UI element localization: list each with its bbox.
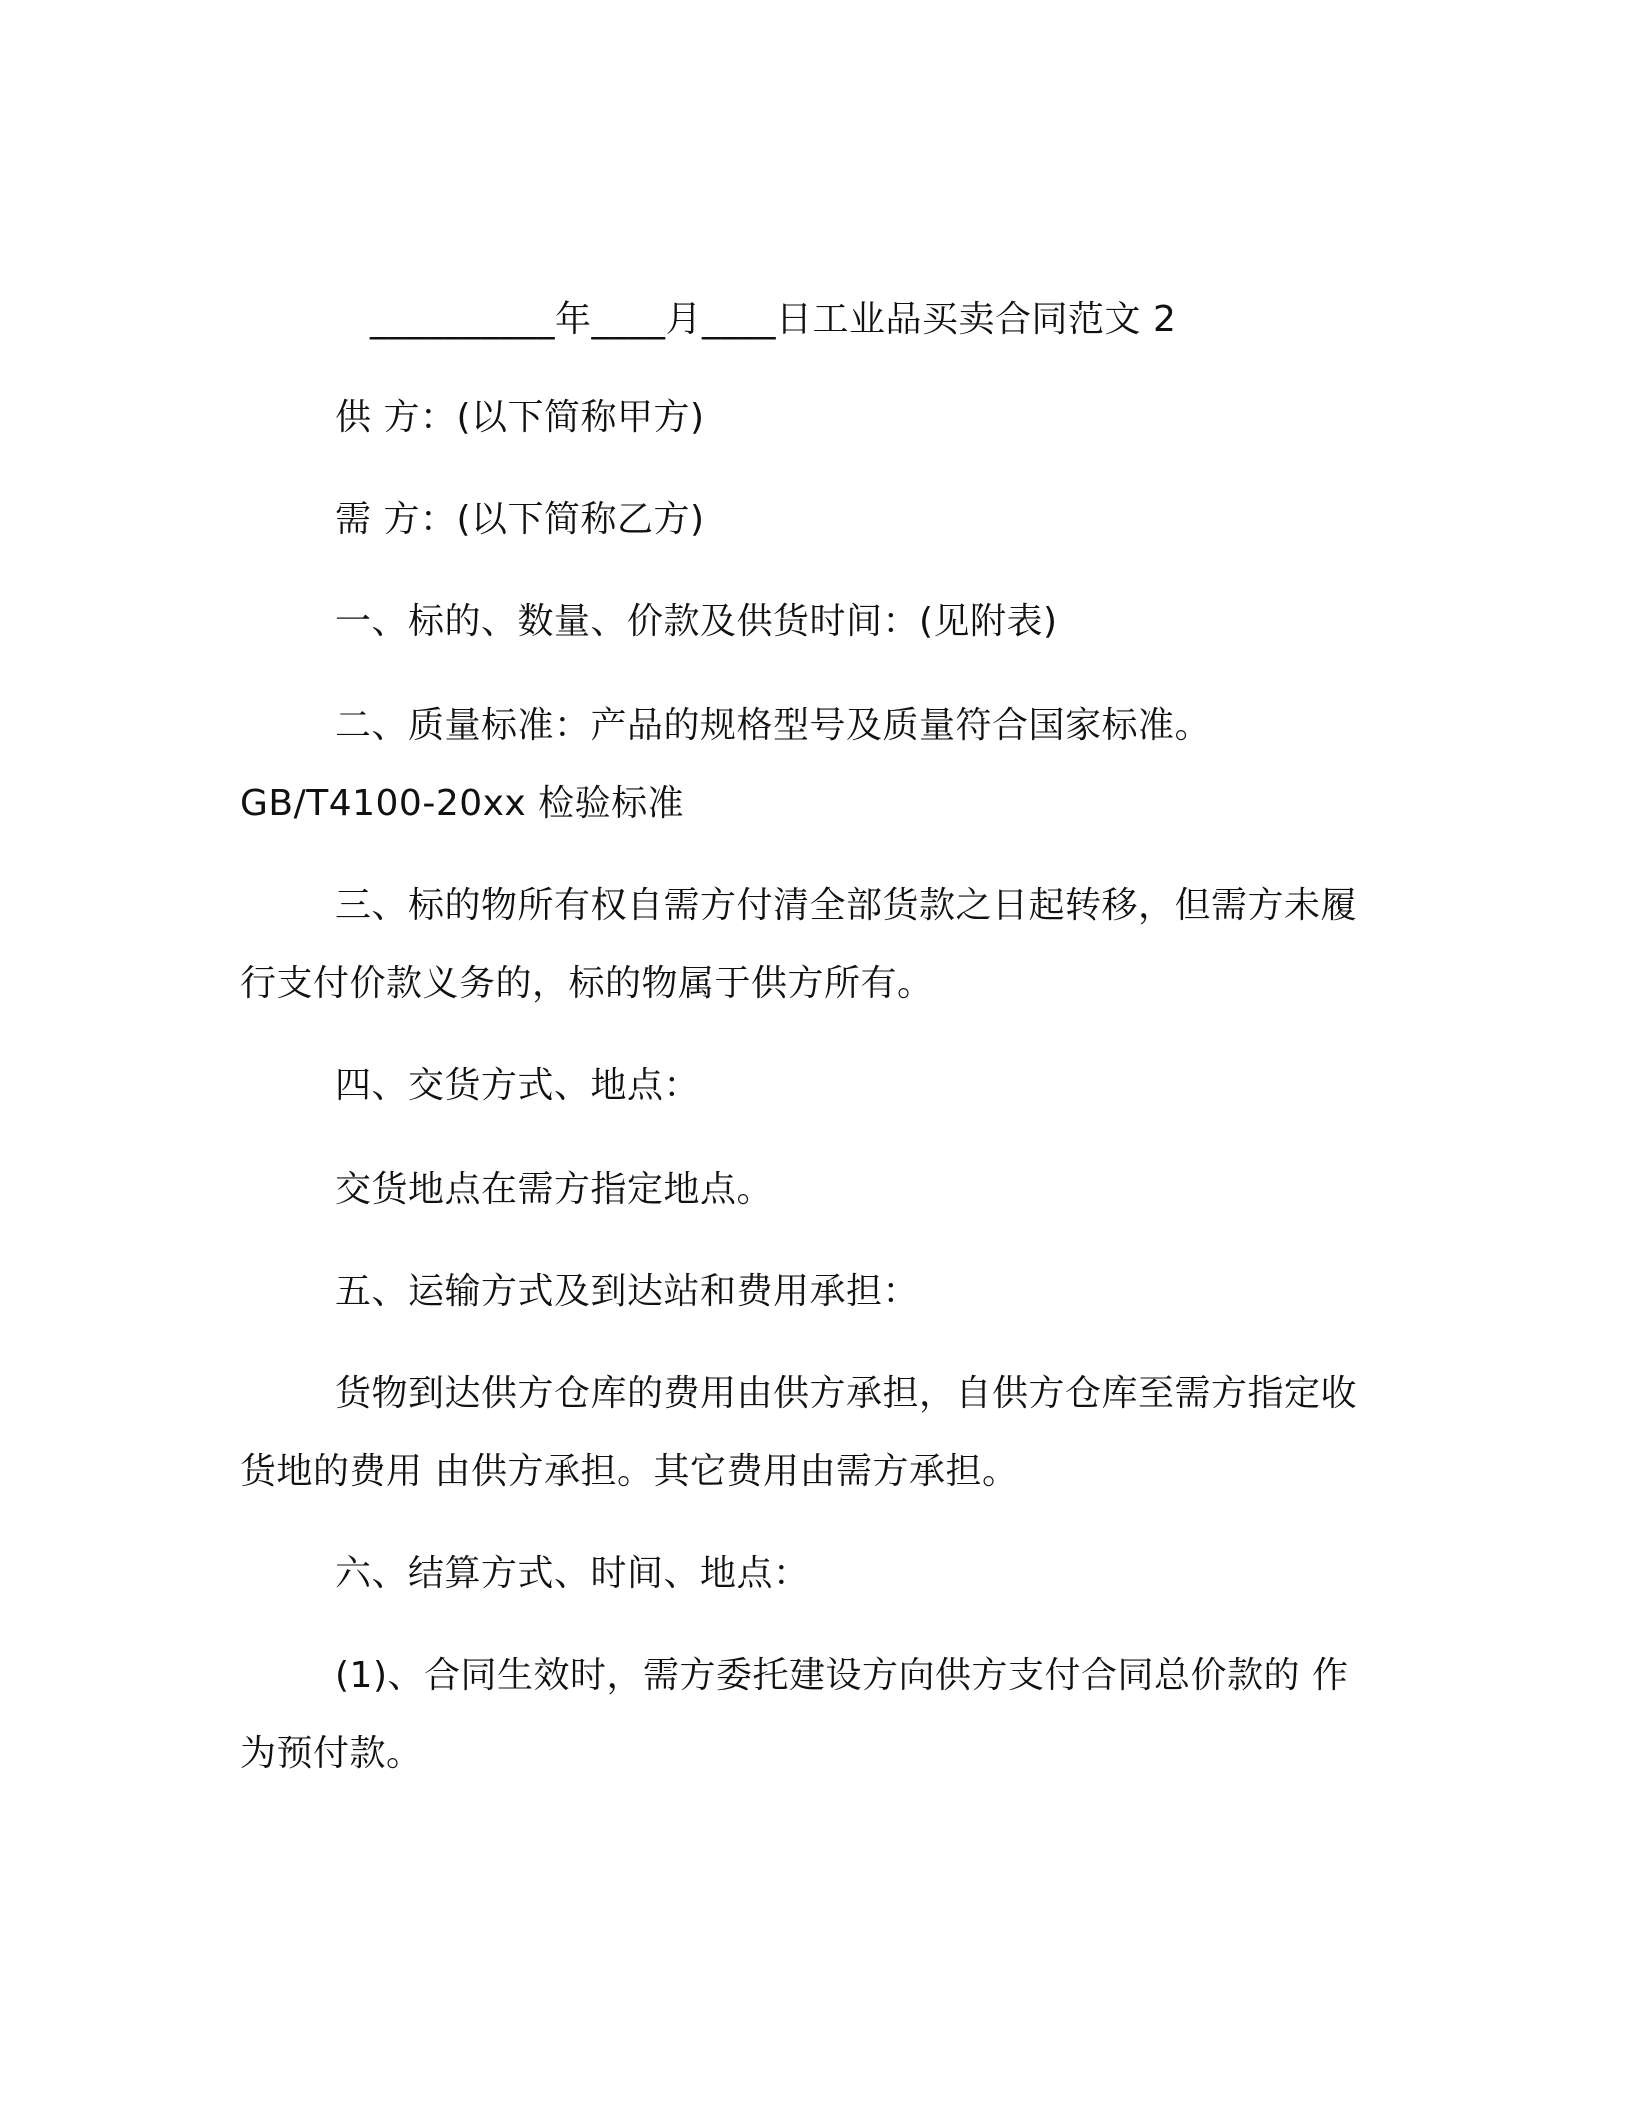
clause-4-detail: 交货地点在需方指定地点。 [335,1169,774,1210]
supplier-line: 供 方：(以下简称甲方) [335,397,705,438]
clause-3-line-1: 三、标的物所有权自需方付清全部货款之日起转移，但需方未履 [335,885,1358,926]
clause-6: 六、结算方式、时间、地点： [335,1553,810,1594]
clause-5-detail-line-1: 货物到达供方仓库的费用由供方承担，自供方仓库至需方指定收 [335,1373,1358,1414]
document-title: __________年____月____日工业品买卖合同范文 2 [370,299,1177,340]
clause-2-line-1: 二、质量标准：产品的规格型号及质量符合国家标准。 [335,705,1212,746]
clause-3-line-2: 行支付价款义务的，标的物属于供方所有。 [240,963,934,1004]
clause-4: 四、交货方式、地点： [335,1065,701,1106]
clause-5-detail-line-2: 货地的费用 由供方承担。其它费用由需方承担。 [240,1451,1019,1492]
clause-5: 五、运输方式及到达站和费用承担： [335,1271,920,1312]
buyer-line: 需 方：(以下简称乙方) [335,499,705,540]
clause-6-item-1-line-1: (1)、合同生效时，需方委托建设方向供方支付合同总价款的 作 [335,1655,1349,1696]
clause-6-item-1-line-2: 为预付款。 [240,1733,423,1774]
clause-1: 一、标的、数量、价款及供货时间：(见附表) [335,601,1058,642]
clause-2-line-2: GB/T4100-20xx 检验标准 [240,783,685,824]
